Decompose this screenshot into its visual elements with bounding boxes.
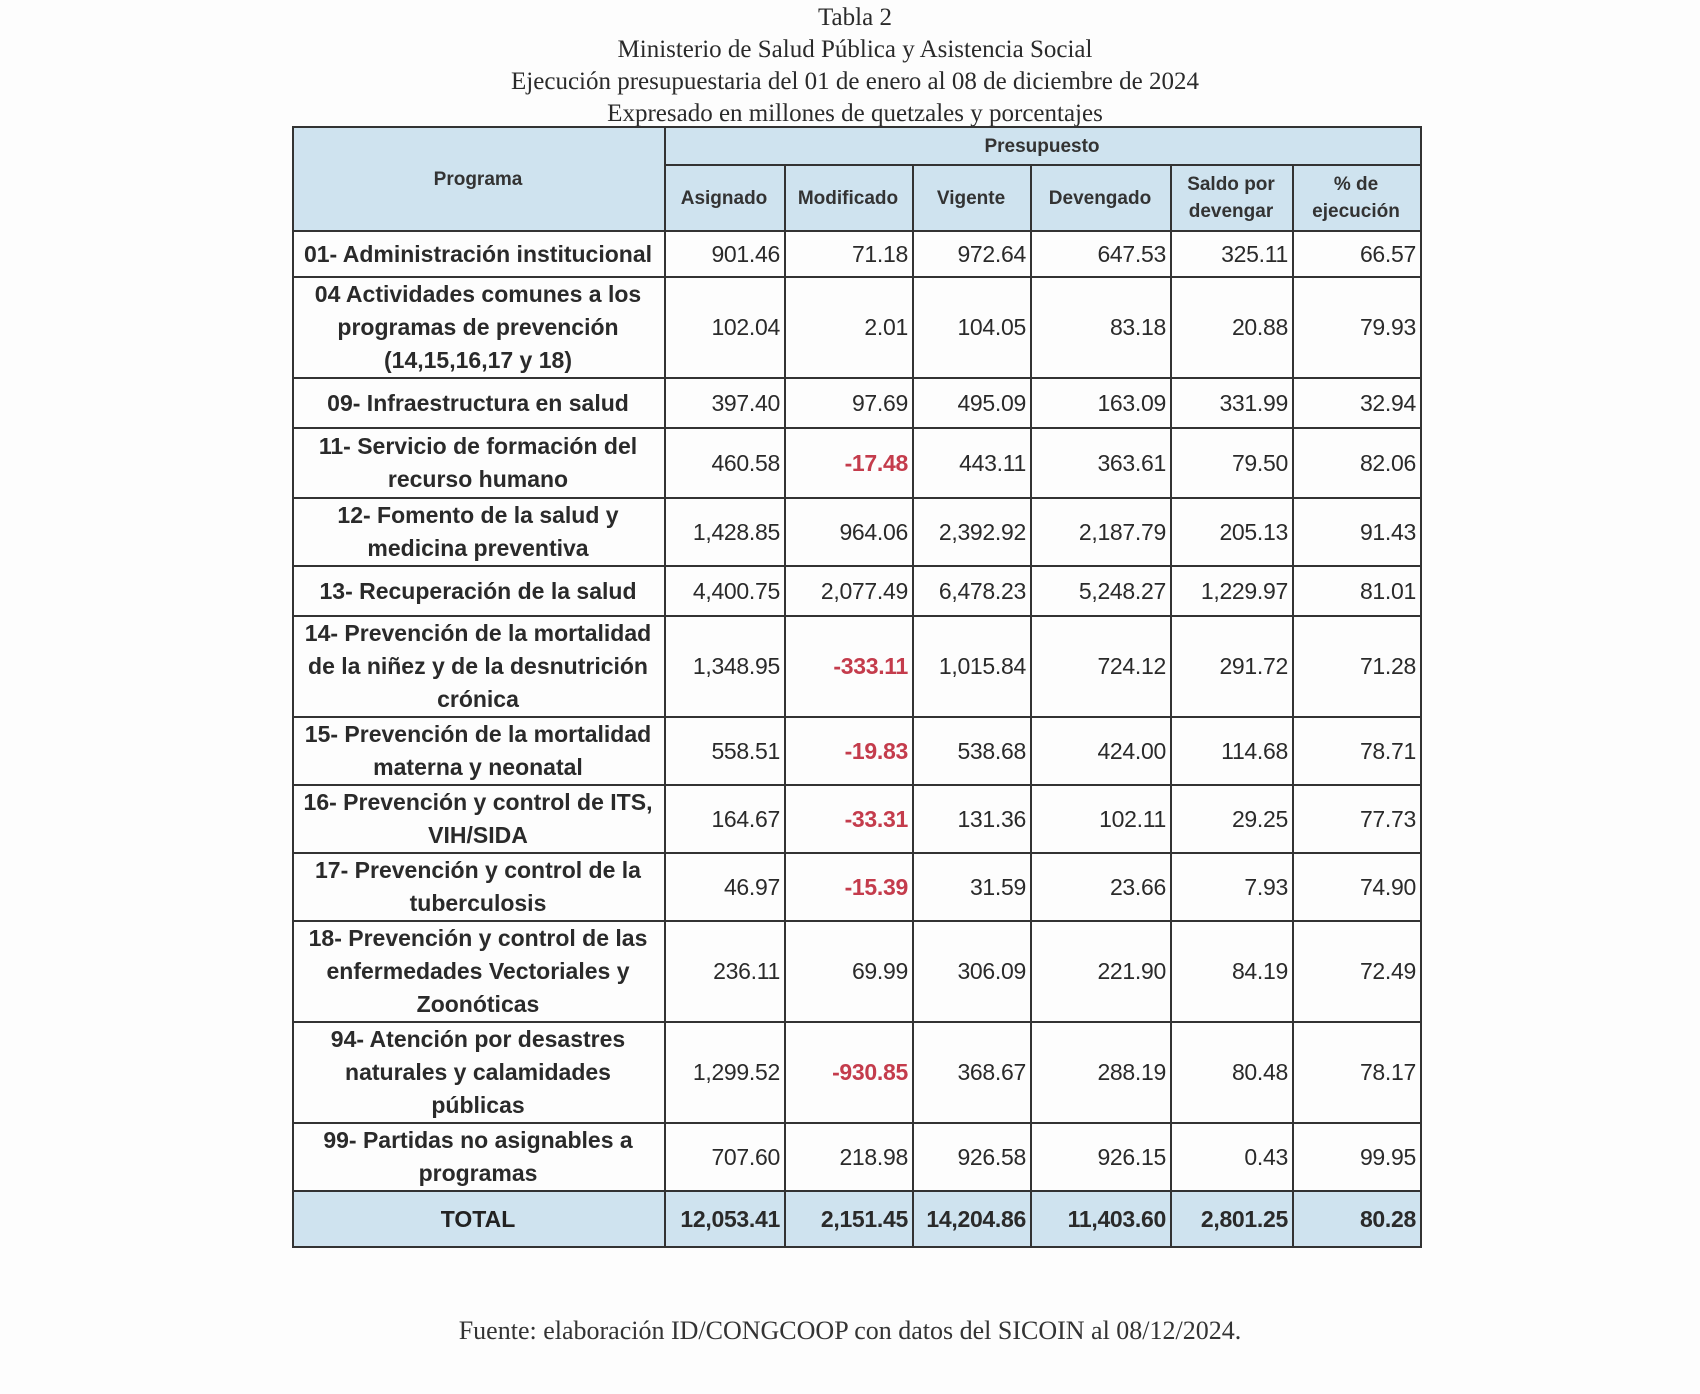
table-row: [293, 277, 1421, 378]
cell-modificado: 69.99: [785, 921, 913, 1022]
cell-modificado: 97.69: [785, 378, 913, 428]
table-row: [293, 231, 1421, 277]
total-asignado: 12,053.41: [665, 1191, 785, 1247]
cell-asignado: 236.11: [665, 921, 785, 1022]
cell-vigente: 31.59: [913, 853, 1031, 921]
cell-saldo: 79.50: [1171, 428, 1293, 498]
cell-asignado: 1,299.52: [665, 1022, 785, 1123]
cell-asignado: 707.60: [665, 1123, 785, 1191]
program-name: 12- Fomento de la salud y medicina preventiva: [293, 498, 665, 566]
cell-ejecucion: 72.49: [1293, 921, 1421, 1022]
cell-asignado: 164.67: [665, 785, 785, 853]
cell-saldo: 84.19: [1171, 921, 1293, 1022]
cell-saldo: 114.68: [1171, 717, 1293, 785]
cell-devengado: 288.19: [1031, 1022, 1171, 1123]
cell-vigente: 104.05: [913, 277, 1031, 378]
cell-saldo: 20.88: [1171, 277, 1293, 378]
cell-devengado: 83.18: [1031, 277, 1171, 378]
cell-ejecucion: 79.93: [1293, 277, 1421, 378]
cell-modificado: -33.31: [785, 785, 913, 853]
cell-vigente: 495.09: [913, 378, 1031, 428]
header-programa: Programa: [293, 127, 665, 231]
cell-ejecucion: 81.01: [1293, 566, 1421, 616]
cell-modificado: -17.48: [785, 428, 913, 498]
cell-ejecucion: 66.57: [1293, 231, 1421, 277]
program-name: 13- Recuperación de la salud: [293, 566, 665, 616]
table-row: [293, 616, 1421, 717]
program-name: 94- Atención por desastres naturales y calamidades públicas: [293, 1022, 665, 1123]
total-row: [293, 1191, 1421, 1247]
cell-saldo: 1,229.97: [1171, 566, 1293, 616]
table-title: Ejecución presupuestaria del 01 de enero al 08 de diciembre de 2024: [511, 68, 1199, 95]
table-row: [293, 1123, 1421, 1191]
budget-table: [292, 126, 1422, 1248]
cell-modificado: 2.01: [785, 277, 913, 378]
cell-saldo: 331.99: [1171, 378, 1293, 428]
cell-ejecucion: 99.95: [1293, 1123, 1421, 1191]
cell-devengado: 221.90: [1031, 921, 1171, 1022]
program-name: 99- Partidas no asignables a programas: [293, 1123, 665, 1191]
cell-modificado: 964.06: [785, 498, 913, 566]
table-units: Expresado en millones de quetzales y porcentajes: [607, 100, 1103, 127]
cell-ejecucion: 32.94: [1293, 378, 1421, 428]
program-name: 17- Prevención y control de la tuberculosis: [293, 853, 665, 921]
cell-modificado: 218.98: [785, 1123, 913, 1191]
program-name: 18- Prevención y control de las enfermedades Vectoriales y Zoonóticas: [293, 921, 665, 1022]
cell-devengado: 5,248.27: [1031, 566, 1171, 616]
table-row: [293, 428, 1421, 498]
cell-devengado: 647.53: [1031, 231, 1171, 277]
cell-devengado: 724.12: [1031, 616, 1171, 717]
cell-asignado: 1,428.85: [665, 498, 785, 566]
cell-ejecucion: 82.06: [1293, 428, 1421, 498]
total-devengado: 11,403.60: [1031, 1191, 1171, 1247]
table-row: [293, 785, 1421, 853]
cell-ejecucion: 78.17: [1293, 1022, 1421, 1123]
cell-asignado: 901.46: [665, 231, 785, 277]
header-asignado: Asignado: [665, 165, 785, 231]
table-row: [293, 498, 1421, 566]
program-name: 15- Prevención de la mortalidad materna y neonatal: [293, 717, 665, 785]
table-row: [293, 378, 1421, 428]
cell-modificado: -15.39: [785, 853, 913, 921]
cell-devengado: 926.15: [1031, 1123, 1171, 1191]
cell-modificado: -19.83: [785, 717, 913, 785]
cell-saldo: 205.13: [1171, 498, 1293, 566]
program-name: 01- Administración institucional: [293, 231, 665, 277]
cell-modificado: -333.11: [785, 616, 913, 717]
cell-vigente: 926.58: [913, 1123, 1031, 1191]
cell-asignado: 460.58: [665, 428, 785, 498]
cell-saldo: 7.93: [1171, 853, 1293, 921]
program-name: 09- Infraestructura en salud: [293, 378, 665, 428]
cell-modificado: 2,077.49: [785, 566, 913, 616]
cell-devengado: 102.11: [1031, 785, 1171, 853]
total-modificado: 2,151.45: [785, 1191, 913, 1247]
cell-saldo: 29.25: [1171, 785, 1293, 853]
cell-modificado: 71.18: [785, 231, 913, 277]
cell-vigente: 2,392.92: [913, 498, 1031, 566]
cell-saldo: 291.72: [1171, 616, 1293, 717]
table-row: [293, 717, 1421, 785]
program-name: 16- Prevención y control de ITS, VIH/SIDA: [293, 785, 665, 853]
cell-devengado: 23.66: [1031, 853, 1171, 921]
cell-saldo: 80.48: [1171, 1022, 1293, 1123]
total-ejecucion: 80.28: [1293, 1191, 1421, 1247]
cell-saldo: 325.11: [1171, 231, 1293, 277]
table-row: [293, 1022, 1421, 1123]
cell-ejecucion: 71.28: [1293, 616, 1421, 717]
table-row: [293, 566, 1421, 616]
table-number: Tabla 2: [818, 4, 892, 31]
cell-vigente: 368.67: [913, 1022, 1031, 1123]
program-name: 11- Servicio de formación del recurso humano: [293, 428, 665, 498]
cell-ejecucion: 77.73: [1293, 785, 1421, 853]
cell-vigente: 306.09: [913, 921, 1031, 1022]
cell-modificado: -930.85: [785, 1022, 913, 1123]
header-ejecucion: % de ejecución: [1293, 165, 1421, 231]
program-name: 04 Actividades comunes a los programas de prevención (14,15,16,17 y 18): [293, 277, 665, 378]
cell-asignado: 558.51: [665, 717, 785, 785]
cell-asignado: 1,348.95: [665, 616, 785, 717]
cell-vigente: 538.68: [913, 717, 1031, 785]
cell-asignado: 397.40: [665, 378, 785, 428]
cell-asignado: 46.97: [665, 853, 785, 921]
cell-vigente: 6,478.23: [913, 566, 1031, 616]
table-row: [293, 921, 1421, 1022]
cell-saldo: 0.43: [1171, 1123, 1293, 1191]
total-label: TOTAL: [293, 1191, 665, 1247]
table-row: [293, 853, 1421, 921]
table-institution: Ministerio de Salud Pública y Asistencia Social: [617, 36, 1093, 63]
cell-ejecucion: 74.90: [1293, 853, 1421, 921]
cell-ejecucion: 78.71: [1293, 717, 1421, 785]
header-modificado: Modificado: [785, 165, 913, 231]
cell-devengado: 424.00: [1031, 717, 1171, 785]
cell-vigente: 1,015.84: [913, 616, 1031, 717]
cell-vigente: 443.11: [913, 428, 1031, 498]
table-caption: [0, 2, 1700, 130]
header-presupuesto: Presupuesto: [665, 127, 1421, 165]
table-body: [293, 231, 1421, 1191]
cell-vigente: 972.64: [913, 231, 1031, 277]
cell-vigente: 131.36: [913, 785, 1031, 853]
cell-devengado: 163.09: [1031, 378, 1171, 428]
total-vigente: 14,204.86: [913, 1191, 1031, 1247]
header-devengado: Devengado: [1031, 165, 1171, 231]
header-vigente: Vigente: [913, 165, 1031, 231]
cell-ejecucion: 91.43: [1293, 498, 1421, 566]
total-saldo: 2,801.25: [1171, 1191, 1293, 1247]
cell-asignado: 4,400.75: [665, 566, 785, 616]
source-note: Fuente: elaboración ID/CONGCOOP con datos del SICOIN al 08/12/2024.: [458, 1316, 1242, 1345]
program-name: 14- Prevención de la mortalidad de la niñez y de la desnutrición crónica: [293, 616, 665, 717]
header-saldo: Saldo por devengar: [1171, 165, 1293, 231]
cell-asignado: 102.04: [665, 277, 785, 378]
cell-devengado: 363.61: [1031, 428, 1171, 498]
cell-devengado: 2,187.79: [1031, 498, 1171, 566]
